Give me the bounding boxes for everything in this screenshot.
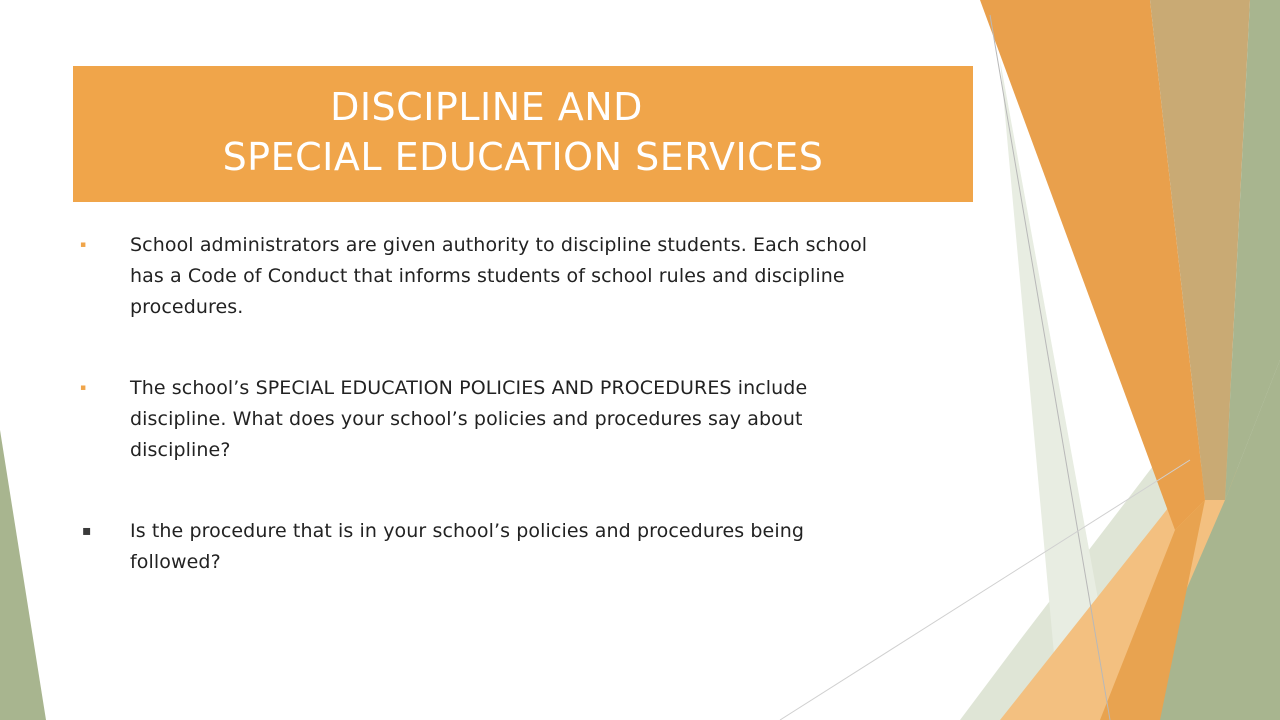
bullet-text: The school’s SPECIAL EDUCATION POLICIES AND PROCEDURES include discipline. What does your school’s policies and procedures say about discipline? [130,377,808,461]
bullet-text: School administrators are given authority to discipline students. Each school has a Code of Conduct that informs students of school rules and discipline procedures. [130,234,868,318]
square-bullet-icon: ▪ [80,240,87,250]
bullet-item-authority [80,230,900,323]
bullet-text: Is the procedure that is in your school’s policies and procedures being followed? [130,520,805,573]
bullet-item-procedure-followed [80,516,900,578]
title-line-1: DISCIPLINE AND [330,85,643,129]
title-banner [73,66,973,202]
title-line-2: SPECIAL EDUCATION SERVICES [222,135,824,179]
square-bullet-icon: ▪ [80,383,87,393]
left-green-triangle [0,430,46,720]
bullet-item-policies [80,373,900,466]
square-bullet-icon: ▪ [82,523,92,539]
